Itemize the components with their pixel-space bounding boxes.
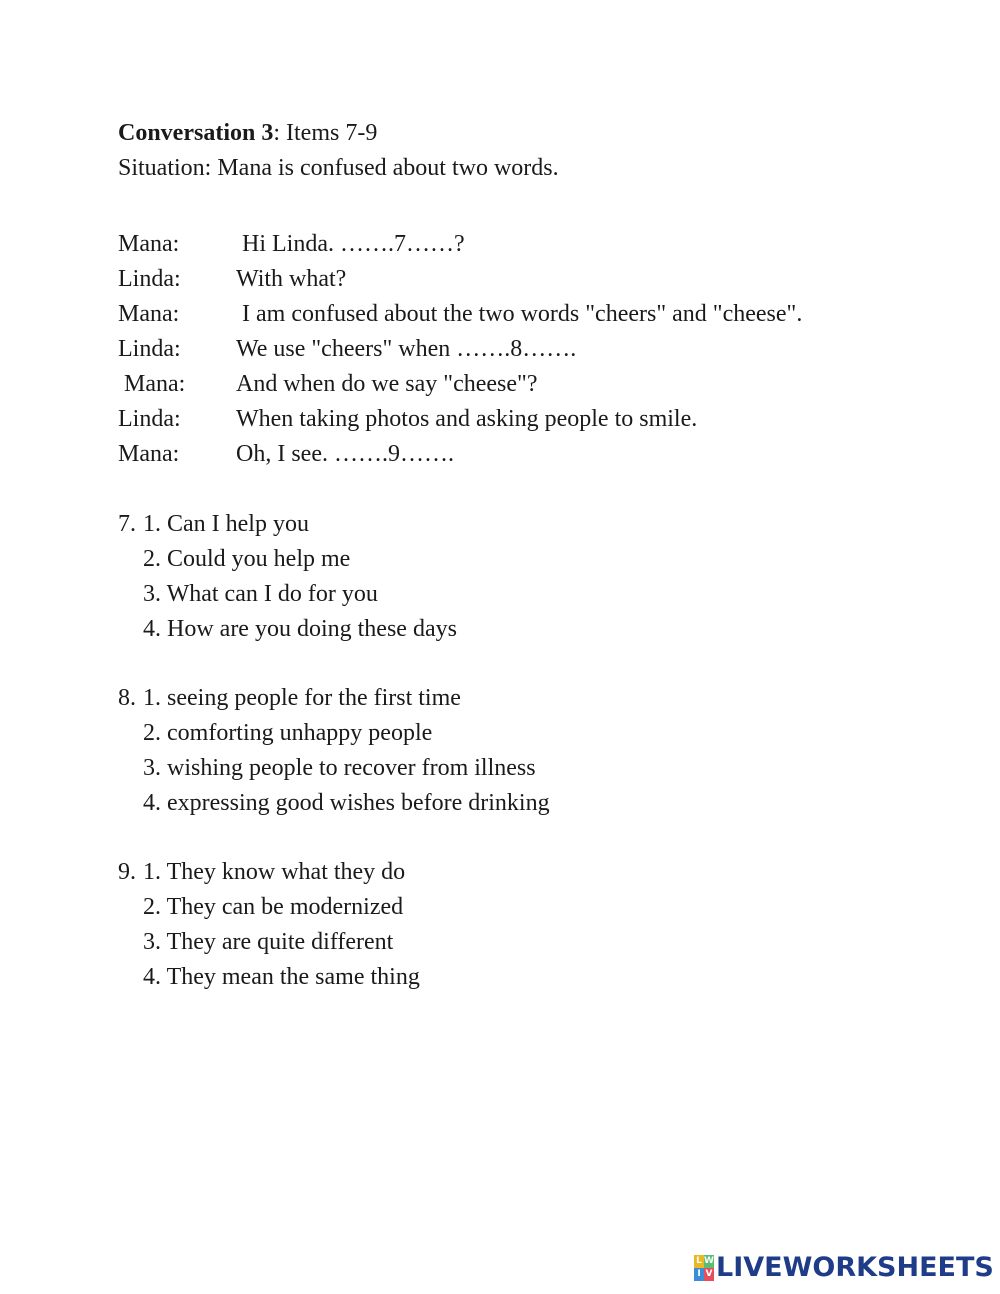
speaker-name: Mana: [118,231,180,257]
speaker-name: Mana: [118,441,180,467]
dialogue-text: We use "cheers" when …….8……. [236,336,577,362]
answer-option[interactable]: 2. Could you help me [143,546,351,572]
conversation-title-items: : Items 7-9 [273,120,378,146]
logo-mark-letter: W [704,1256,714,1266]
answer-option[interactable]: 3. They are quite different [143,929,394,955]
conversation-title-bold: Conversation 3 [118,120,274,146]
logo-mark-letter: I [694,1268,704,1281]
dialogue-text: With what? [236,266,347,292]
question-number: 9. [118,859,136,885]
speaker-name: Linda: [118,406,181,432]
speaker-name: Linda: [118,266,181,292]
question-number: 8. [118,685,136,711]
dialogue-text: And when do we say "cheese"? [236,371,538,397]
answer-option[interactable]: 1. seeing people for the first time [143,685,461,711]
answer-option[interactable]: 3. wishing people to recover from illness [143,755,536,781]
speaker-name: Mana: [118,371,186,397]
answer-option[interactable]: 1. They know what they do [143,859,406,885]
speaker-name: Linda: [118,336,181,362]
answer-option[interactable]: 2. They can be modernized [143,894,404,920]
logo-mark-icon [694,1255,714,1281]
situation-text: Situation: Mana is confused about two words. [118,155,559,181]
dialogue-text: Hi Linda. …….7……? [236,231,465,257]
answer-option[interactable]: 4. expressing good wishes before drinking [143,790,550,816]
answer-option[interactable]: 4. They mean the same thing [143,964,420,990]
logo-mark-letter: V [705,1269,713,1279]
dialogue-text: When taking photos and asking people to smile. [236,406,698,432]
dialogue-text: I am confused about the two words "cheers" and "cheese". [236,301,803,327]
liveworksheets-logo [694,1253,994,1283]
logo-mark-letter: L [694,1255,704,1268]
speaker-name: Mana: [118,301,180,327]
logo-text: LIVEWORKSHEETS [716,1252,994,1283]
answer-option[interactable]: 2. comforting unhappy people [143,720,433,746]
answer-option[interactable]: 3. What can I do for you [143,581,378,607]
answer-option[interactable]: 1. Can I help you [143,511,309,537]
dialogue-text: Oh, I see. …….9……. [236,441,454,467]
question-number: 7. [118,511,136,537]
answer-option[interactable]: 4. How are you doing these days [143,616,457,642]
conversation-title [118,118,377,148]
